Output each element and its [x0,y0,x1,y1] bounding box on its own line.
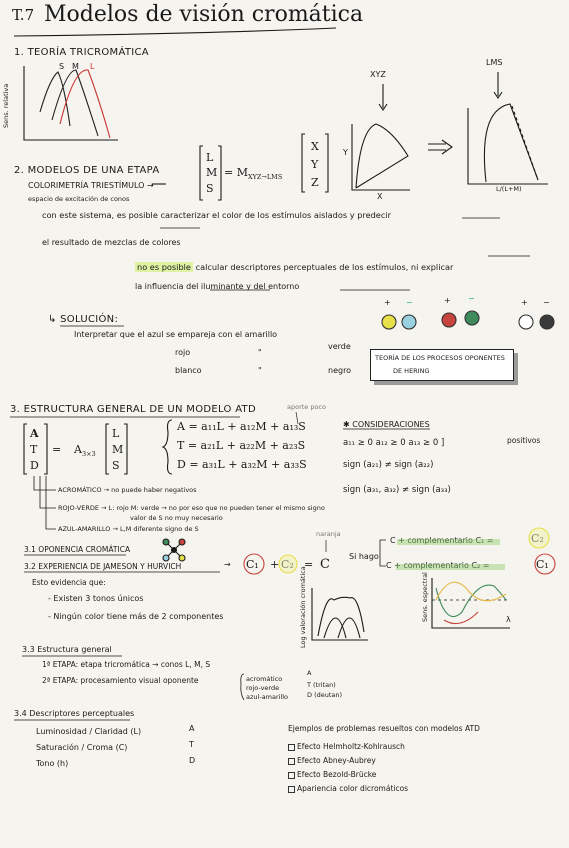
bracket-xyz-right [325,134,328,192]
cone-m-label: M [72,62,79,71]
oponente-1: acromático [246,675,283,683]
colorimetria-label: COLORIMETRÍA TRIESTÍMULO → [28,181,154,190]
jh-c1: C₁ [246,558,259,571]
bracket-atd-right [44,424,47,474]
evidencia-1: - Existen 3 tonos únicos [48,594,144,603]
sens-axis-label: Sens. relativa [2,83,10,128]
green-circle [465,311,479,325]
rojo-verde-note-2: valor de S no muy necesario [130,514,223,522]
text-line-4: la influencia del iluminante y del entorno [135,282,300,291]
xyz-x-axis: X [377,192,383,201]
oponente-brace [241,674,244,700]
complementario-1: C + complementario C₁ = [390,536,494,545]
hering-line-1: TEORÍA DE LOS PROCESOS OPONENTES [375,354,505,362]
equation-d: D = a₃₁L + a₃₂M + a₃₃S [177,458,307,471]
bracket-atd-left [24,424,27,474]
spectral-by-curve [436,582,506,601]
bracket-lms-left [200,146,203,200]
equation-brace [163,420,172,474]
sol-ditto-2: " [258,366,262,375]
aporte-poco-note: aporte poco [287,403,327,411]
section-3-heading: 3. ESTRUCTURA GENERAL DE UN MODELO ATD [10,404,256,415]
c2-circle [279,555,297,573]
evidencia-2: - Ningún color tiene más de 2 componentes [48,612,224,621]
vector-s: S [206,182,214,195]
matrix-a: A [74,443,82,456]
si-hago-label: Si hago [349,552,379,561]
espacio-label: espacio de excitación de conos [28,195,130,203]
plot2-ylabel: Sens. espectral [421,572,429,622]
etapa-1: 1ª ETAPA: etapa tricromática → conos L, M, S [42,660,211,669]
c1-circle [244,554,264,574]
comp-result-c1: C₁ [536,558,549,571]
descriptor-1: Luminosidad / Claridad (L) [36,727,142,736]
equation-t: T = a₂₁L + a₂₂M + a₂₃S [177,439,306,452]
minus-sign-3: − [543,298,550,307]
evidencia-label: Esto evidencia que: [32,578,106,587]
sol-negro: negro [328,366,352,375]
lms-axes [468,108,548,184]
sol-rojo: rojo [175,348,191,357]
hering-line-2: DE HERING [393,367,430,375]
descriptor-3: Tono (h) [36,759,69,768]
spectral-rg-curve [436,585,506,617]
minus-sign-2: − [468,294,475,303]
section-1-heading: 1. TEORÍA TRICROMÁTICA [14,47,149,58]
atd-equals: = [52,443,62,456]
text-line-2: el resultado de mezclas de colores [42,238,181,247]
jh-equals: = [304,558,314,571]
ejemplo-4-label: Apariencia color dicromáticos [297,784,409,793]
vector-y: Y [311,158,319,171]
rojo-verde-note: ROJO-VERDE → L: rojo M: verde → no por eso que no pueden tener el mismo signo [58,504,325,512]
page-title: Modelos de visión cromática [44,2,364,27]
title-underline [14,28,336,36]
vector-a: A [30,427,39,440]
oponencia-molecule-icon [163,539,185,561]
jh-c: C [320,557,330,572]
plus-sign-3: + [521,298,528,307]
acromatico-note: ACROMÁTICO → no puede haber negativos [58,486,197,494]
highlight-no-es-posible: no es posible [137,262,191,272]
bracket-lms-right [218,146,221,200]
comp-c2-circle [529,528,549,548]
oponente-2: rojo-verde [246,684,280,692]
spectral-neg-curve [444,612,478,624]
acro-line [34,476,56,490]
jh-plus: + [270,558,280,571]
equals-m: = M [224,166,248,179]
valuation-curves [318,597,364,638]
plot-ylabel: Log valoración cromática [299,566,307,648]
descriptor-3-value: D [189,756,196,765]
plus-sign-2: + [444,296,451,305]
lms-label: LMS [486,58,503,67]
oponente-a: A [307,669,312,677]
section-3-4-heading: 3.4 Descriptores perceptuales [14,709,135,718]
vector-x: X [311,140,319,153]
oponente-3: azul-amarillo [246,693,289,701]
sol-ditto-1: " [258,348,262,357]
lms-vec-s: S [112,459,120,472]
solucion-line-1: Interpretar que el azul se empareja con el amarillo [74,330,278,339]
section-3-3-heading: 3.3 Estructura general [22,645,112,654]
bracket-lms2-left [106,424,109,474]
vector-m: M [206,166,218,179]
line-3-rest: calcular descriptores perceptuales de los estímulos, ni explicar [192,262,454,272]
naranja-note: naranja [316,530,341,538]
consideraciones-title: ✱ CONSIDERACIONES [343,420,430,429]
ejemplo-3-label: Efecto Bezold-Brücke [297,770,377,779]
lms-x-axis: L/(L+M) [496,185,522,193]
oponente-t: T (tritan) [307,681,336,689]
cone-l-label: L [90,62,95,71]
bracket-lms2-right [124,424,127,474]
matrix-subscript: XYZ→LMS [247,173,283,182]
positivos-label: positivos [507,436,541,445]
aporte-arrow [296,412,298,424]
yellow-circle [382,315,396,329]
equation-a: A = a₁₁L + a₁₂M + a₁₃S [177,420,306,433]
vector-d: D [30,459,39,472]
descriptor-1-value: A [189,724,195,733]
xyz-arrow [379,84,387,110]
sens-axes [24,66,118,140]
ejemplo-2-label: Efecto Abney-Aubrey [297,756,376,765]
vector-l: L [206,151,214,164]
consideracion-1: a₁₁ ≥ 0 a₁₂ ≥ 0 a₁₃ ≥ 0 ] [343,438,445,448]
lms-locus [484,104,538,182]
oponente-d: D (deutan) [307,691,343,699]
section-3-2-heading: 3.2 EXPERIENCIA DE JAMESON Y HURVICH [24,562,182,571]
spectral-axes [432,578,510,628]
xyz-y-axis: Y [343,148,348,157]
solucion-label: ↳ SOLUCIÓN: [48,314,119,325]
lambda-label: λ [506,615,511,624]
ejemplo-1-label: Efecto Helmholtz-Kohlrausch [297,742,405,751]
descriptor-2-value: T [189,740,194,749]
vector-z: Z [311,176,319,189]
sihago-brace [380,540,386,566]
blue-circle [402,315,416,329]
cone-s-label: S [59,62,65,71]
sol-blanco: blanco [175,366,202,375]
xyz-locus [356,124,408,188]
red-circle [442,313,456,327]
lms-arrow [494,72,502,98]
sol-verde: verde [328,342,351,351]
plus-sign-1: + [384,298,391,307]
matrix-a-subscript: 3×3 [81,450,96,459]
azul-amarillo-note: AZUL-AMARILLO → L,M diferente signo de S [58,525,199,533]
jh-arrow: → [224,560,231,569]
xyz-label: XYZ [370,70,386,79]
xyz-axes [352,124,410,190]
complementario-2: C + complementario C₂ = [386,561,490,570]
etapa-2: 2ª ETAPA: procesamiento visual oponente [42,676,199,685]
comp-c1-circle [535,554,555,574]
section-2-heading: 2. MODELOS DE UNA ETAPA [14,165,160,176]
lms-vec-l: L [112,427,120,440]
rojo-line [40,476,56,508]
section-3-1-heading: 3.1 OPONENCIA CROMÁTICA [24,545,131,554]
black-circle [540,315,554,329]
consideracion-2: sign (a₂₁) ≠ sign (a₂₂) [343,460,434,470]
double-arrow [428,140,452,154]
l-cone-curve [60,70,110,138]
descriptor-2: Saturación / Croma (C) [36,743,128,752]
consideracion-3: sign (a₃₁, a₃₂) ≠ sign (a₃₃) [343,485,451,495]
bracket-xyz-left [302,134,305,192]
lms-vec-m: M [112,443,124,456]
minus-sign-1: − [406,298,413,307]
lms-dashed [512,106,538,180]
s-cone-curve [40,72,70,126]
ejemplos-title: Ejemplos de problemas resueltos con modelos ATD [288,724,480,733]
azul-line [46,476,56,529]
text-line-1: con este sistema, es posible caracterizar el color de los estímulos aislados y predecir [42,210,391,220]
title-number: T.7 [12,6,35,24]
white-circle [519,315,533,329]
vector-t: T [30,443,38,456]
